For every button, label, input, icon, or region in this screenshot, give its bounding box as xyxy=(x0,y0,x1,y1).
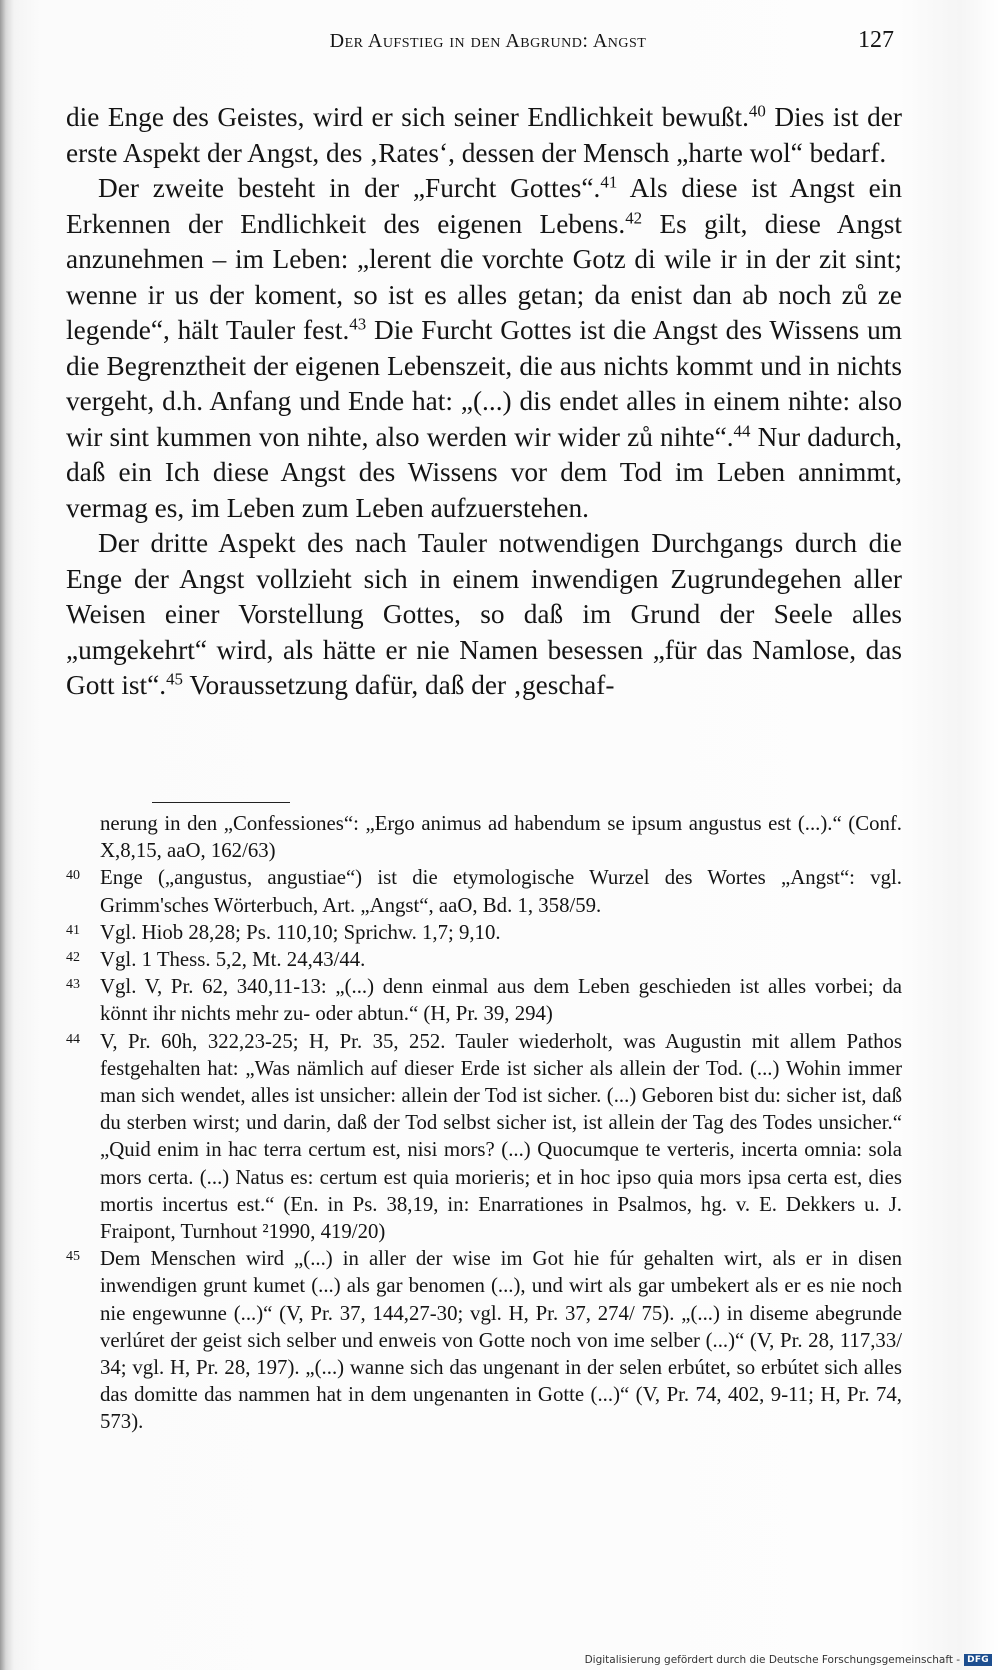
credit-text: Digitalisierung gefördert durch die Deutsche Forschungsgemeinschaft - xyxy=(584,1654,961,1666)
running-head: Der Aufstieg in den Abgrund: Angst xyxy=(329,30,647,52)
footnote-43 xyxy=(66,973,902,1027)
text-run: die Enge des Geistes, wird er sich seiner Endlichkeit bewußt. xyxy=(66,102,749,132)
footnote-separator xyxy=(152,802,290,803)
footnote-number: 45 xyxy=(66,1249,80,1265)
text-run: Voraussetzung dafür, daß der ‚geschaf- xyxy=(183,670,615,700)
footnote-text: Dem Menschen wird „(...) in aller der wise im Got hie fúr gehalten wirt, als er in disen inwendigen grunt kumet (...) als gar benomen (...), und wirt als gar umbekert als er es nie noch nie engewunne (...)“ (V, Pr. 37, 144,27-30; vgl. H, Pr. 37, 274/ 75). „(...) in diseme abegrunde verlúret der geist sich selber und enweis von Gotte noch von ime selber (...)“ (V, Pr. 28, 117,33/ 34; vgl. H, Pr. 28, 197). „(...) wanne sich das ungenant in der selen erbútet, so erbútet sich alles das domitte das nammen hat in dem ungenanten in Gotte (...)“ (V, Pr. 74, 402, 9-11; H, Pr. 74, 573). xyxy=(100,1247,902,1434)
text-run: Nur dadurch, daß ein Ich diese Angst des Wissens vor dem Tod im Leben annimmt, vermag es, im Leben zum Leben aufzuerstehen. xyxy=(66,421,902,523)
footnote-number: 43 xyxy=(66,977,80,993)
footnote-41 xyxy=(66,919,902,946)
text-run: Die Furcht Gottes ist die Angst des Wissens um die Begrenztheit der eigenen Lebenszeit, die aus nichts kommt und in nichts vergeht, d.h. Anfang und Ende hat: „(...) dis endet alles in einem nihte: also wir sint kummen von nihte, also werden wir wider zů nihte“. xyxy=(66,315,902,452)
paragraph-1 xyxy=(66,100,902,171)
digitization-credit xyxy=(585,1654,992,1666)
paragraph-2 xyxy=(66,171,902,526)
footnote-text: Vgl. 1 Thess. 5,2, Mt. 24,43/44. xyxy=(100,948,366,972)
dfg-logo-icon: DFG xyxy=(964,1654,992,1666)
footnote-ref-44: 44 xyxy=(733,421,751,441)
footnote-45 xyxy=(66,1245,902,1435)
footnote-number: 44 xyxy=(66,1031,80,1047)
footnote-44 xyxy=(66,1028,902,1246)
text-run: Der dritte Aspekt des nach Tauler notwendigen Durchgangs durch die Enge der Angst vollzieht sich in einem inwendigen Zugrundegehen aller Weisen einer Vorstellung Gottes, so daß im Grund der Seele alles „umgekehrt“ wird, als hätte er nie Namen besessen „für das Namlose, das Gott ist“. xyxy=(66,528,902,700)
footnote-number: 42 xyxy=(66,950,80,966)
footnote-text: V, Pr. 60h, 322,23-25; H, Pr. 35, 252. Tauler wiederholt, was Augustin mit allem Pathos festgehalten hat: „Was nämlich auf dieser Erde ist sicher als allein der Tod. (...) Wohin immer man sich wendet, alles ist unsicher: allein der Tod ist sicher. (...) Geboren bist du: sicher ist, daß du sterben wirst; und darin, daß der Tod selbst sicher ist, ist allein der Tag des Todes unsicher.“ „Quid enim in hac terra certum est, nisi mors? (...) Quocumque te verteris, incerta omnia: sola mors certa. (...) Natus es: certum est quia morieris; et in hoc ipso quia mors ipsa certa est, dies mortis incertus est.“ (En. in Ps. 38,19, in: Enarrationes in Psalmos, hg. v. E. Dekkers u. J. Fraipont, Turnhout ²1990, 419/20) xyxy=(100,1029,902,1244)
footnote-40 xyxy=(66,864,902,918)
main-text xyxy=(66,100,902,704)
text-run: Der zweite besteht in der „Furcht Gottes“. xyxy=(98,173,601,203)
footnote-ref-45: 45 xyxy=(166,669,183,689)
page-number: 127 xyxy=(858,27,894,53)
footnote-42 xyxy=(66,946,902,973)
footnote-ref-41: 41 xyxy=(600,172,618,192)
footnote-number: 40 xyxy=(66,868,80,884)
footnote-ref-43: 43 xyxy=(349,314,367,334)
text-run: Als diese ist Angst ein Erkennen der Endlichkeit des eigenen Lebens. xyxy=(66,173,902,239)
text-run: Dies ist der erste Aspekt der Angst, des ‚Rates‘, dessen der Mensch „harte wol“ bedarf. xyxy=(66,102,903,168)
footnote-ref-42: 42 xyxy=(625,208,643,228)
footnote-ref-40: 40 xyxy=(748,101,766,121)
footnote-text: Vgl. V, Pr. 62, 340,11-13: „(...) denn einmal aus dem Leben geschieden ist alles vorbei; da könnt ihr nichts mehr zu- oder abtun.“ (H, Pr. 39, 294) xyxy=(100,975,902,1026)
footnote-text: nerung in den „Confessiones“: „Ergo animus ad habendum se ipsum angustus est (...).“ (Conf. X,8,15, aaO, 162/63) xyxy=(100,812,902,863)
paragraph-3 xyxy=(66,526,902,704)
footnote-text: Vgl. Hiob 28,28; Ps. 110,10; Sprichw. 1,7; 9,10. xyxy=(100,920,501,944)
footnote-text: Enge („angustus, angustiae“) ist die etymologische Wurzel des Wortes „Angst“: vgl. Grimm'sches Wörterbuch, Art. „Angst“, aaO, Bd. 1, 358/59. xyxy=(100,866,902,917)
footnotes xyxy=(66,810,902,1436)
footnote-number xyxy=(66,810,100,864)
text-run: Es gilt, diese Angst anzunehmen – im Leben: „lerent die vorchte Gotz di wile ir in der zit sint; wenne ir us der koment, so ist es alles getan; da enist dan ab noch zů ze legende“, hält Tauler fest. xyxy=(66,208,903,345)
footnote-continuation xyxy=(66,810,902,864)
footnote-number: 41 xyxy=(66,922,80,938)
